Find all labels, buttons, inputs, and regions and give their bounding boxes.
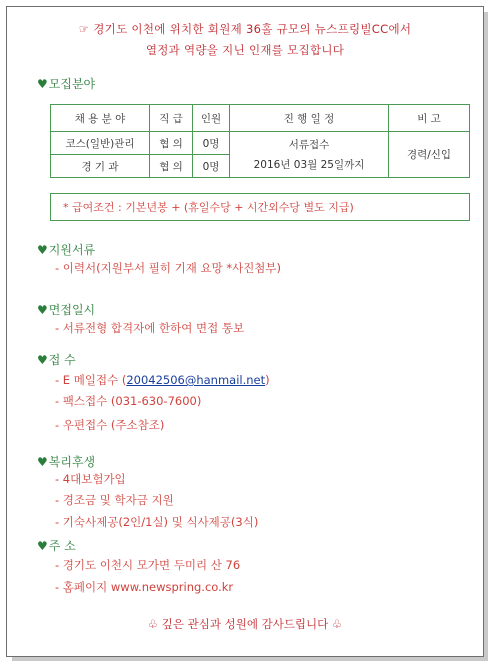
heart-icon: ♥ [37, 539, 48, 553]
section-welfare [37, 453, 95, 470]
cell-rank: 협 의 [150, 155, 193, 178]
table-header-row [51, 105, 470, 132]
intro-line-1: ☞ 경기도 이천에 위치한 회원제 36홀 규모의 뉴스프링빌CC에서 [78, 22, 412, 36]
welfare-item: - 경조금 및 학자금 지원 [55, 493, 174, 507]
cell-count: 0명 [193, 132, 230, 155]
address-item: - 경기도 이천시 모가면 두미리 산 76 [55, 558, 241, 572]
header-note: 비 고 [389, 105, 470, 132]
email-prefix: - E 메일접수 ( [55, 373, 127, 387]
table-row [51, 132, 470, 155]
cell-schedule [230, 132, 389, 178]
recruit-table [50, 104, 470, 178]
welfare-item: - 4대보험가입 [55, 472, 126, 486]
cell-field: 코스(일반)관리 [51, 132, 150, 155]
heart-icon: ♥ [37, 77, 48, 91]
header-field: 채 용 분 야 [51, 105, 150, 132]
heart-icon: ♥ [37, 353, 48, 367]
section-interview [37, 301, 95, 318]
interview-item: - 서류전형 합격자에 한하여 면접 통보 [55, 321, 245, 335]
header-schedule: 진 행 일 정 [230, 105, 389, 132]
section-interview-title: 면접일시 [48, 303, 96, 317]
header-count: 인원 [193, 105, 230, 132]
cell-field: 경 기 과 [51, 155, 150, 178]
section-docs-title: 지원서류 [48, 243, 96, 257]
email-link[interactable]: 20042506@hanmail.net [126, 373, 266, 387]
section-address [37, 537, 76, 554]
receipt-mail: - 우편접수 (주소참조) [55, 418, 165, 432]
section-docs [37, 241, 95, 258]
section-recruit [37, 75, 95, 92]
cell-count: 0명 [193, 155, 230, 178]
section-welfare-title: 복리후생 [48, 455, 96, 469]
heart-icon: ♥ [37, 303, 48, 317]
docs-item: - 이력서(지원부서 필히 기재 요망 *사진첨부) [55, 261, 282, 275]
receipt-fax: - 팩스접수 (031-630-7600) [55, 394, 202, 408]
schedule-line-2: 2016년 03월 25일까지 [253, 158, 365, 171]
salary-text: * 급여조건 : 기본년봉 + (휴일수당 + 시간외수당 별도 지급) [63, 201, 354, 214]
closing-text: ♧ 깊은 관심과 성원에 감사드립니다 ♧ [147, 617, 343, 631]
homepage-item: - 홈페이지 www.newspring.co.kr [55, 580, 234, 594]
intro-line-2: 열정과 역량을 지닌 인재를 모집합니다 [145, 43, 345, 57]
section-receipt [37, 351, 76, 368]
salary-box [50, 193, 470, 221]
cell-rank: 협 의 [150, 132, 193, 155]
section-receipt-title: 접 수 [48, 353, 76, 367]
heart-icon: ♥ [37, 243, 48, 257]
email-suffix: ) [265, 373, 270, 387]
header-rank: 직 급 [150, 105, 193, 132]
receipt-email [55, 372, 270, 388]
intro-text [7, 19, 483, 61]
section-recruit-title: 모집분야 [48, 77, 96, 91]
document-frame [6, 6, 484, 657]
cell-note: 경력/신입 [389, 132, 470, 178]
heart-icon: ♥ [37, 455, 48, 469]
section-address-title: 주 소 [48, 539, 76, 553]
schedule-line-1: 서류접수 [288, 138, 330, 151]
welfare-item: - 기숙사제공(2인/1실) 및 식사제공(3식) [55, 515, 259, 529]
